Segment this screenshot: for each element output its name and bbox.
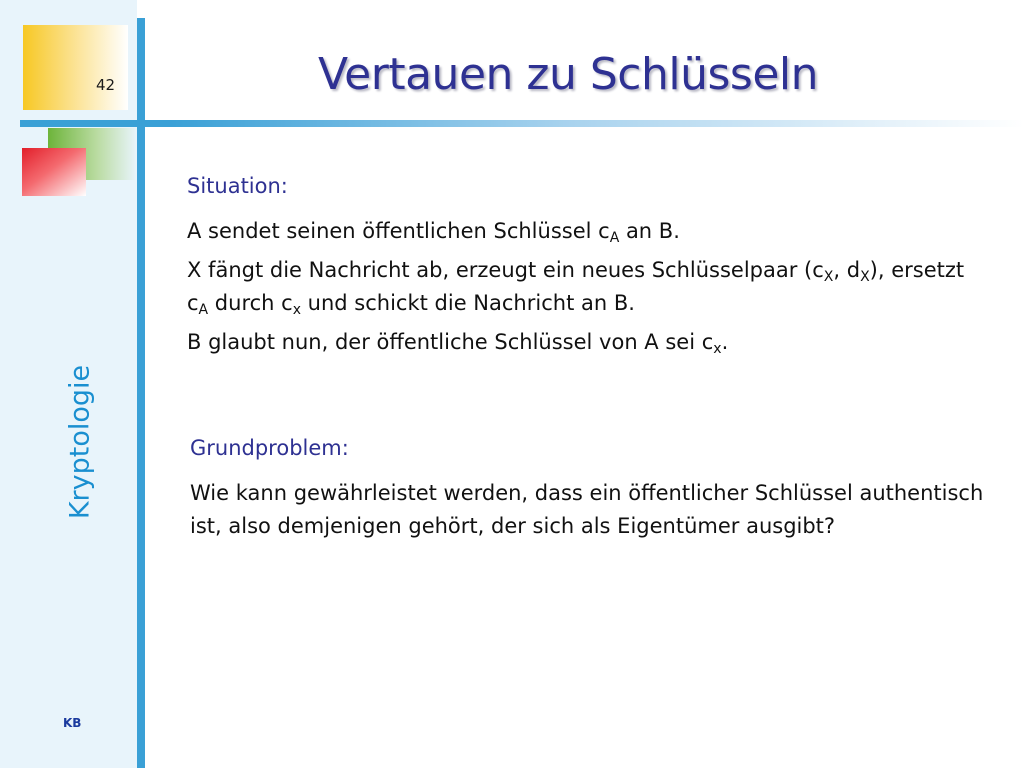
sidebar-label: Kryptologie — [64, 364, 96, 520]
red-square-decoration — [22, 148, 86, 196]
slide-number: 42 — [96, 76, 116, 94]
grundproblem-section — [190, 432, 1000, 549]
situation-paragraph-3: B glaubt nun, der öffentliche Schlüssel von A sei $c_x$. — [187, 330, 729, 357]
situation-paragraph-1: A sendet seinen öffentlichen Schlüssel $c_A$ an B. — [187, 219, 680, 246]
footer-initials: KB — [63, 716, 82, 730]
vertical-accent-bar — [137, 18, 145, 768]
yellow-square-decoration — [23, 25, 128, 110]
slide-title: Vertauen zu Schlüsseln — [318, 49, 819, 100]
grundproblem-heading: Grundproblem: — [190, 436, 349, 460]
situation-heading: Situation: — [187, 174, 288, 198]
situation-section — [187, 170, 987, 365]
situation-paragraph-2: X fängt die Nachricht ab, erzeugt ein neues Schlüsselpaar ($c_X$, $d_X$), ersetzt $c_A$ durch $c_x$ und schickt die Nachricht an B. — [187, 258, 965, 318]
horizontal-accent-bar — [20, 120, 1024, 127]
grundproblem-body: Wie kann gewährleistet werden, dass ein öffentlicher Schlüssel authentisch ist, also demjenigen gehört, der sich als Eigentümer ausgibt? — [190, 481, 984, 538]
